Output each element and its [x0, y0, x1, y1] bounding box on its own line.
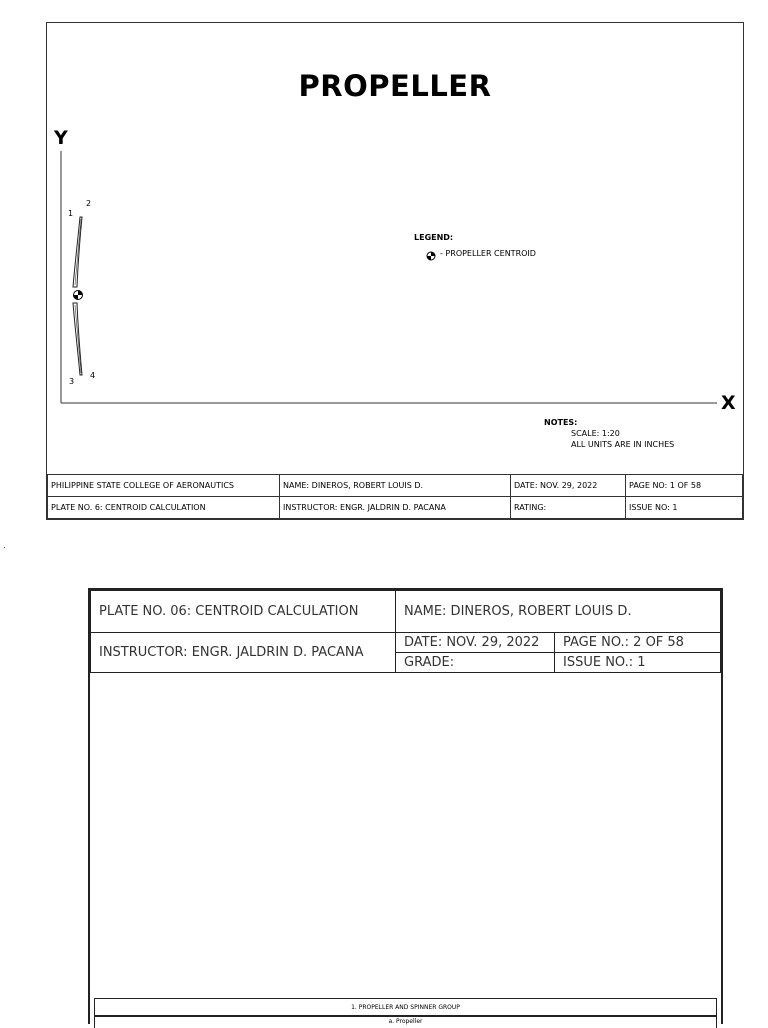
tb2-instructor: INSTRUCTOR: ENGR. JALDRIN D. PACANA: [91, 633, 396, 673]
notes-units: ALL UNITS ARE IN INCHES: [571, 440, 675, 449]
sub-row: a. Propeller: [94, 1015, 717, 1028]
tb1-page: PAGE NO: 1 OF 58: [626, 475, 743, 497]
notes-title: NOTES:: [544, 418, 578, 427]
tb1-school: PHILIPPINE STATE COLLEGE OF AERONAUTICS: [48, 475, 280, 497]
tb2-issue: ISSUE NO.: 1: [555, 653, 721, 673]
group-row: 1. PROPELLER AND SPINNER GROUP: [94, 998, 717, 1017]
point-label-4: 4: [90, 371, 96, 380]
legend-centroid-icon: [427, 252, 435, 260]
propeller-blade-lower: [73, 303, 82, 375]
tb2-page: PAGE NO.: 2 OF 58: [555, 633, 721, 653]
drawing-title: PROPELLER: [298, 69, 492, 103]
point-label-2: 2: [86, 199, 92, 208]
title-block-2: [90, 590, 721, 673]
tb2-date: DATE: NOV. 29, 2022: [396, 633, 555, 653]
tb1-name: NAME: DINEROS, ROBERT LOUIS D.: [280, 475, 511, 497]
tb2-grade: GRADE:: [396, 653, 555, 673]
tb1-date: DATE: NOV. 29, 2022: [511, 475, 626, 497]
y-axis-label: Y: [54, 127, 68, 149]
stray-mark: .: [3, 541, 6, 550]
calculation-sheet: [88, 588, 723, 1024]
drawing-sheet: [46, 22, 744, 520]
legend-title: LEGEND:: [414, 233, 454, 242]
tb1-plate: PLATE NO. 6: CENTROID CALCULATION: [48, 497, 280, 519]
tb2-plate: PLATE NO. 06: CENTROID CALCULATION: [91, 591, 396, 633]
centroid-symbol: [74, 291, 83, 300]
title-block-1: [47, 474, 743, 519]
tb1-rating: RATING:: [511, 497, 626, 519]
notes-scale: SCALE: 1:20: [571, 429, 620, 438]
tb1-instructor: INSTRUCTOR: ENGR. JALDRIN D. PACANA: [280, 497, 511, 519]
propeller-drawing: [47, 23, 745, 473]
x-axis-label: X: [721, 392, 736, 414]
tb2-name: NAME: DINEROS, ROBERT LOUIS D.: [396, 591, 721, 633]
propeller-blade-upper: [73, 217, 82, 287]
point-label-1: 1: [68, 209, 74, 218]
tb1-issue: ISSUE NO: 1: [626, 497, 743, 519]
point-label-3: 3: [69, 377, 75, 386]
legend-item: - PROPELLER CENTROID: [440, 249, 536, 258]
